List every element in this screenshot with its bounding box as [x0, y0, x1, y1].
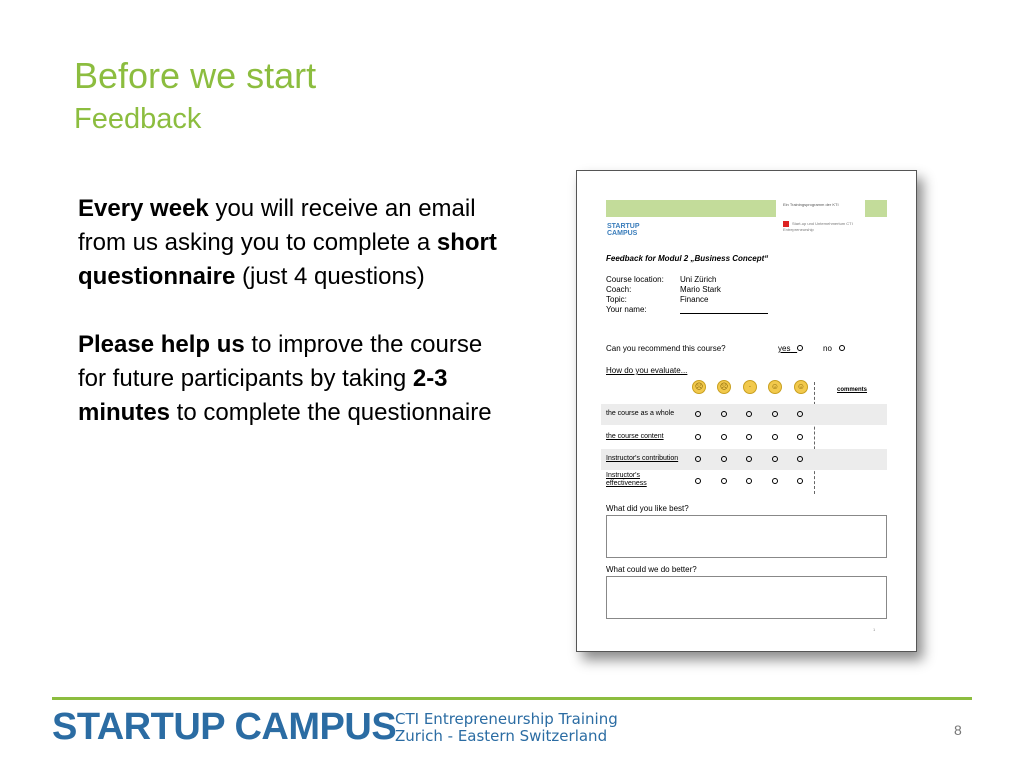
- partner-text: Start-up und Unternehmertum CTI Entrepreneurship: [783, 221, 853, 232]
- brand-logo: STARTUP CAMPUS: [52, 706, 397, 748]
- brand-tagline: [395, 711, 618, 745]
- rating-radio: [721, 411, 727, 417]
- rating-radio: [695, 434, 701, 440]
- rating-radio: [797, 434, 803, 440]
- happy-face-icon: ☺: [768, 380, 782, 394]
- yes-option: [778, 344, 803, 353]
- paragraph-weekly-email: [78, 192, 508, 294]
- rating-radio: [772, 456, 778, 462]
- sad-face-icon: ☹: [717, 380, 731, 394]
- no-radio: [839, 345, 845, 351]
- rating-radio: [772, 434, 778, 440]
- bold-every-week: Every week: [78, 195, 209, 222]
- footer-divider: [52, 697, 972, 700]
- liked-best-box: [606, 515, 887, 558]
- partner-label: [783, 221, 863, 232]
- tagline-line2: Zurich - Eastern Switzerland: [395, 727, 608, 745]
- rating-radio: [797, 478, 803, 484]
- yes-radio: [797, 345, 803, 351]
- text-span: to improve the course for future participants by taking: [78, 331, 483, 392]
- text-span: to complete the questionnaire: [170, 399, 492, 426]
- tagline-line1: CTI Entrepreneurship Training: [395, 710, 618, 728]
- paragraph-help-us: [78, 328, 508, 430]
- logo-line2: CAMPUS: [607, 230, 638, 237]
- info-row: [606, 295, 768, 305]
- info-value: Finance: [680, 295, 709, 304]
- no-option: [823, 344, 845, 353]
- info-row: [606, 305, 768, 315]
- rating-row: [601, 427, 887, 448]
- questionnaire-heading: Feedback for Modul 2 „Business Concept“: [606, 254, 769, 263]
- info-key: Course location:: [606, 275, 664, 284]
- info-row: [606, 285, 768, 295]
- very-happy-face-icon: ☺: [794, 380, 808, 394]
- rating-radio: [721, 478, 727, 484]
- rating-radio: [746, 411, 752, 417]
- rating-row-label: the course content: [606, 433, 664, 440]
- recommend-question: Can you recommend this course?: [606, 344, 726, 353]
- liked-best-question: What did you like best?: [606, 504, 689, 513]
- rating-row-label: the course as a whole: [606, 410, 675, 417]
- startup-campus-logo: [607, 223, 640, 237]
- rating-radio: [746, 478, 752, 484]
- rating-row: [601, 471, 887, 492]
- comments-header: comments: [837, 387, 868, 393]
- text-span: (just 4 questions): [235, 263, 425, 290]
- logo-line1: STARTUP: [607, 223, 640, 230]
- questionnaire-thumbnail: [576, 170, 917, 652]
- info-key: Topic:: [606, 295, 627, 304]
- info-key: Your name:: [606, 305, 647, 314]
- neutral-face-icon: ·: [743, 380, 757, 394]
- rating-row: [601, 404, 887, 425]
- very-sad-face-icon: ☹: [692, 380, 706, 394]
- slide-subtitle: Feedback: [74, 103, 202, 135]
- no-label: no: [823, 344, 832, 353]
- doc-page-number: 1: [873, 627, 876, 632]
- yes-label: yes: [778, 344, 791, 353]
- rating-radio: [772, 411, 778, 417]
- rating-radio: [746, 456, 752, 462]
- evaluate-label: How do you evaluate...: [606, 366, 688, 375]
- page-number: 8: [954, 722, 962, 738]
- rating-radio: [695, 411, 701, 417]
- slide-title: Before we start: [74, 55, 317, 96]
- header-green-bar-small: [865, 200, 887, 217]
- name-blank-line: [680, 305, 768, 314]
- rating-row: [601, 449, 887, 470]
- rating-radio: [772, 478, 778, 484]
- bold-minutes: 2-3 minutes: [78, 365, 448, 426]
- rating-radio: [797, 411, 803, 417]
- course-info: [606, 275, 768, 315]
- info-value: Uni Zürich: [680, 275, 717, 284]
- body-text: [78, 192, 508, 464]
- do-better-box: [606, 576, 887, 619]
- rating-radio: [797, 456, 803, 462]
- bold-short-questionnaire: short questionnaire: [78, 229, 497, 290]
- rating-row-label: Instructor's effectiveness: [606, 472, 647, 487]
- rating-row-label: Instructor's contribution: [606, 455, 679, 462]
- do-better-question: What could we do better?: [606, 565, 697, 574]
- bold-please-help: Please help us: [78, 331, 245, 358]
- rating-radio: [695, 478, 701, 484]
- info-row: [606, 275, 768, 285]
- rating-radio: [695, 456, 701, 462]
- text-span: you will receive an email from us asking you to complete a: [78, 195, 476, 256]
- rating-radio: [746, 434, 752, 440]
- rating-radio: [721, 434, 727, 440]
- program-label: Ein Trainingsprogramm der KTI: [783, 202, 839, 207]
- header-green-bar: [606, 200, 776, 217]
- rating-radio: [721, 456, 727, 462]
- info-key: Coach:: [606, 285, 632, 294]
- info-value: Mario Stark: [680, 285, 721, 294]
